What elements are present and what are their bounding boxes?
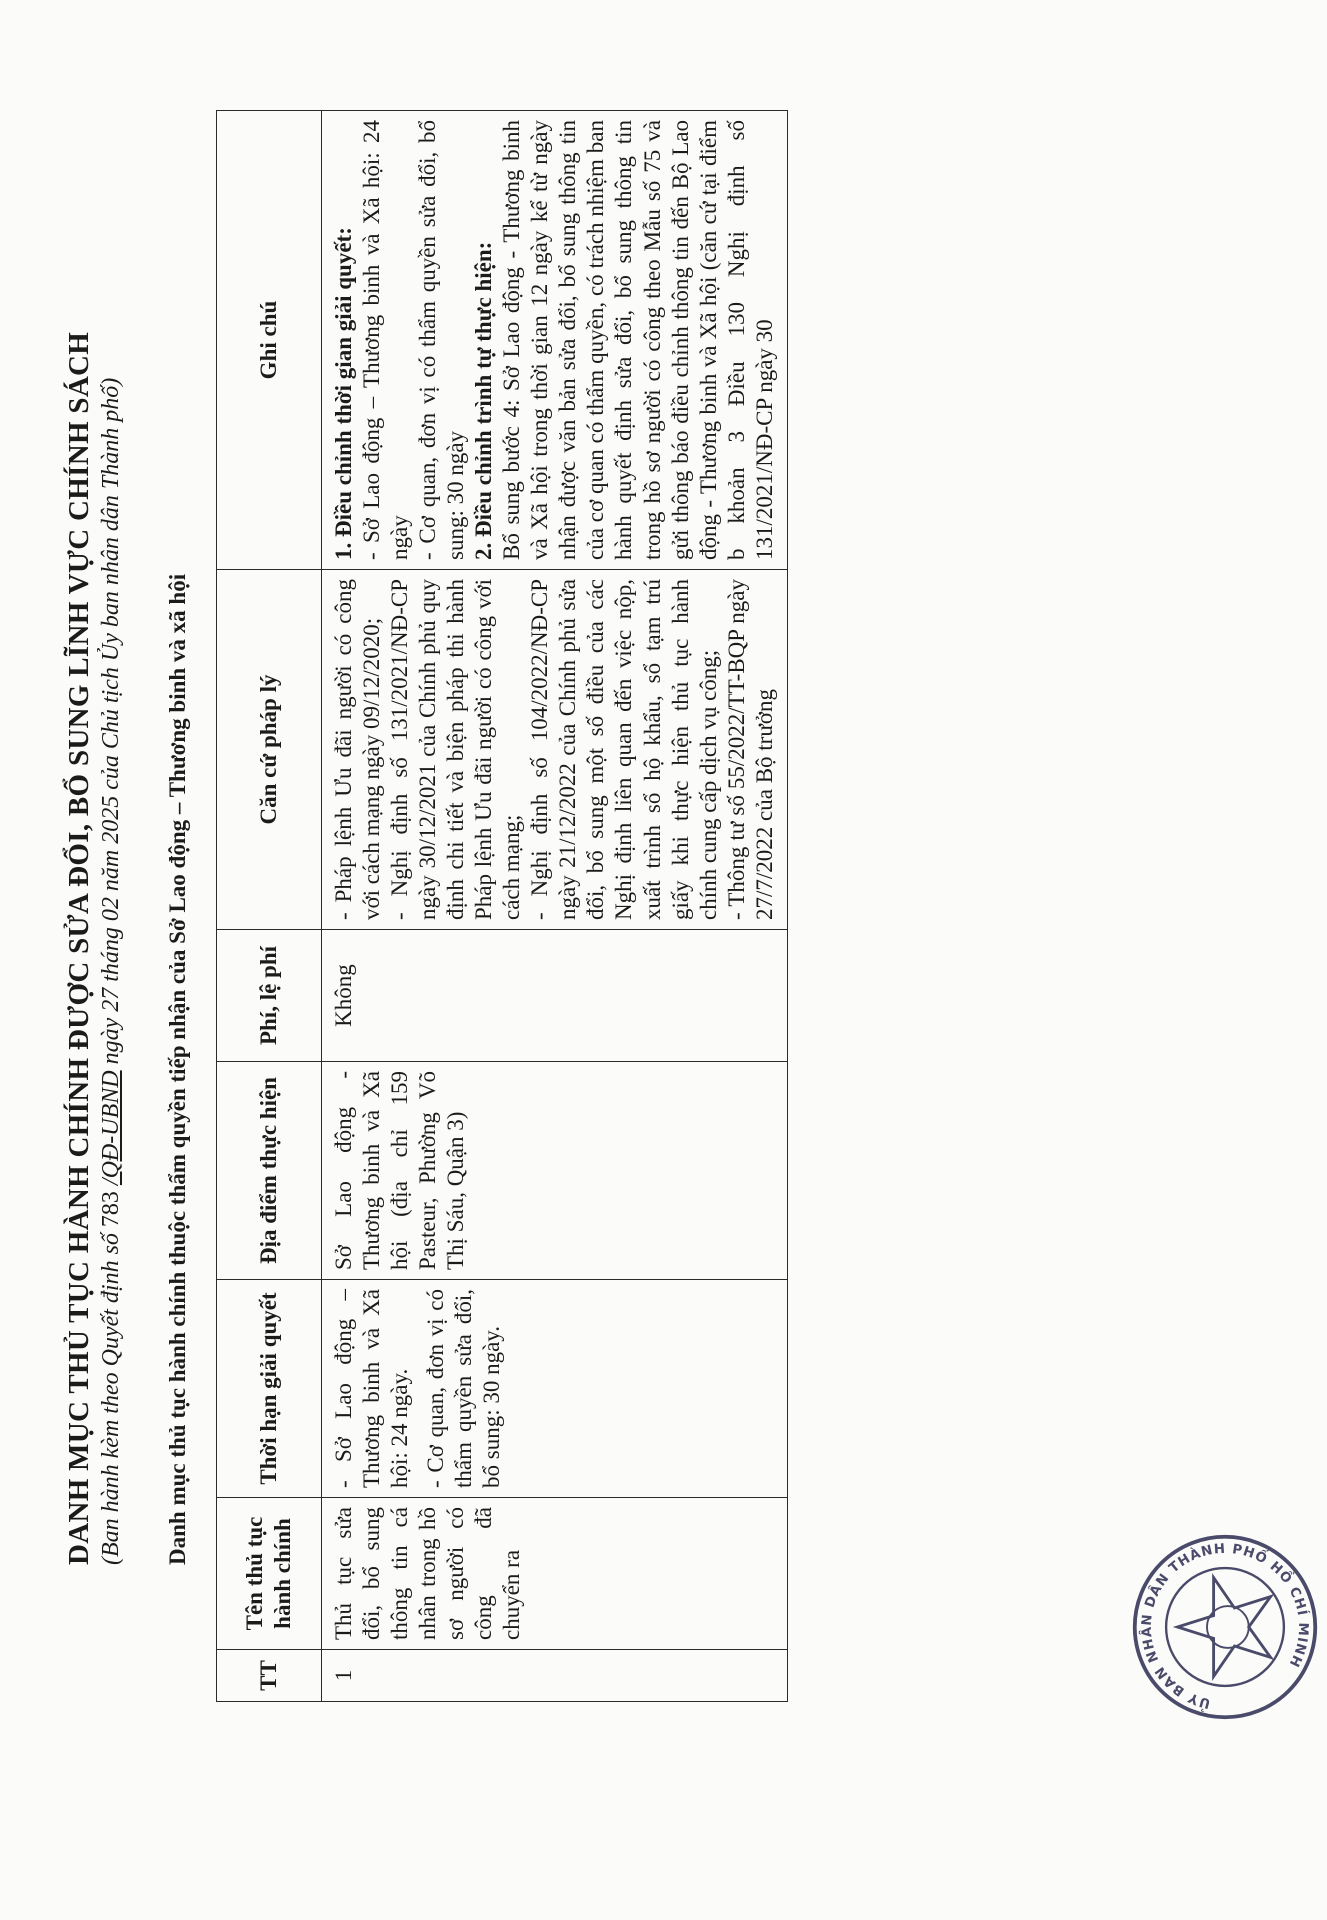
header-fee: Phí, lệ phí	[217, 930, 322, 1062]
note-item: - Cơ quan, đơn vị có thẩm quyền sửa đổi, bổ sung: 30 ngày	[415, 120, 469, 560]
legal-item: - Nghị định số 131/2021/NĐ-CP ngày 30/12/2021 của Chính phủ quy định chi tiết và biện pháp thi hành Pháp lệnh Ưu đãi người có công với cách mạng;	[387, 579, 525, 920]
cell-legal-basis	[322, 570, 788, 930]
decision-code: /QĐ-UBND	[98, 1070, 124, 1186]
header-location: Địa điểm thực hiện	[217, 1062, 322, 1280]
legal-item: - Nghị định số 104/2022/NĐ-CP ngày 21/12/2022 của Chính phủ sửa đổi, bổ sung một số điều của các Nghị định liên quan đến việc nộp, xuất trình sổ hộ khẩu, sổ tạm trú giấy khi thực hiện thủ tục hành chính cung cấp dịch vụ công;	[527, 579, 721, 920]
deadline-item: - Sở Lao động – Thương binh và Xã hội: 24 ngày.	[331, 1289, 413, 1488]
section-heading: Danh mục thủ tục hành chính thuộc thẩm quyền tiếp nhận của Sở Lao động – Thương binh và xã hội	[165, 573, 190, 1565]
cell-location: Sở Lao động - Thương binh và Xã hội (địa chỉ 159 Pasteur, Phường Võ Thị Sáu, Quận 3)	[322, 1062, 788, 1280]
table-row	[322, 111, 788, 1702]
header-legal-basis: Căn cứ pháp lý	[217, 570, 322, 930]
table-header-row	[217, 111, 322, 1702]
cell-notes	[322, 111, 788, 570]
note-item: Bổ sung bước 4: Sở Lao động - Thương binh và Xã hội trong thời gian 12 ngày kể từ ngày nhận được văn bản sửa đổi, bổ sung thông tin của cơ quan có thẩm quyền, có trách nhiệm ban hành quyết định sửa đổi, bổ sung thông tin trong hồ sơ người có công theo Mẫu số 75 và gửi thông báo điều chỉnh thông tin đến Bộ Lao động - Thương binh và Xã hội (căn cứ tại điểm b khoản 3 Điều 130 Nghị định số 131/2021/NĐ-CP ngày 30	[499, 120, 777, 560]
decision-number: 783	[98, 1191, 124, 1228]
svg-text:ỦY BAN NHÂN DÂN THÀNH PHỐ HỒ C: ỦY BAN NHÂN DÂN THÀNH PHỐ HỒ CHÍ MINH	[1139, 1541, 1311, 1711]
header-notes: Ghi chú	[217, 111, 322, 570]
header-deadline: Thời hạn giải quyết	[217, 1280, 322, 1498]
note-heading: 2. Điều chỉnh trình tự thực hiện:	[471, 241, 497, 560]
note-item: - Sở Lao động – Thương binh và Xã hội: 24 ngày	[359, 120, 413, 560]
subtitle-suffix: ngày 27 tháng 02 năm 2025 của Chủ tịch Ủy ban nhân dân Thành phố)	[98, 377, 124, 1065]
subtitle-prefix: (Ban hành kèm theo Quyết định số	[98, 1233, 124, 1565]
procedures-table	[216, 110, 788, 1702]
deadline-item: - Cơ quan, đơn vị có thẩm quyền sửa đổi, bổ sung: 30 ngày.	[423, 1289, 505, 1488]
cell-fee: Không	[322, 930, 788, 1062]
note-heading: 1. Điều chỉnh thời gian giải quyết:	[331, 227, 356, 560]
document-subtitle	[98, 165, 125, 1565]
official-seal	[1130, 1532, 1320, 1722]
cell-procedure-name: Thủ tục sửa đổi, bổ sung thông tin cá nhân trong hồ sơ người có công đã chuyển ra	[322, 1498, 788, 1650]
cell-deadline	[322, 1280, 788, 1498]
header-no: TT	[217, 1650, 322, 1702]
legal-item: - Thông tư số 55/2022/TT-BQP ngày 27/7/2022 của Bộ trưởng	[723, 579, 777, 920]
legal-item: - Pháp lệnh Ưu đãi người có công với cách mạng ngày 09/12/2020;	[331, 579, 385, 920]
header-procedure-name: Tên thủ tục hành chính	[217, 1498, 322, 1650]
document-title: DANH MỤC THỦ TỤC HÀNH CHÍNH ĐƯỢC SỬA ĐỔI, BỔ SUNG LĨNH VỰC CHÍNH SÁCH	[63, 331, 95, 1565]
document-page	[0, 50, 1311, 1850]
cell-no: 1	[322, 1650, 788, 1702]
